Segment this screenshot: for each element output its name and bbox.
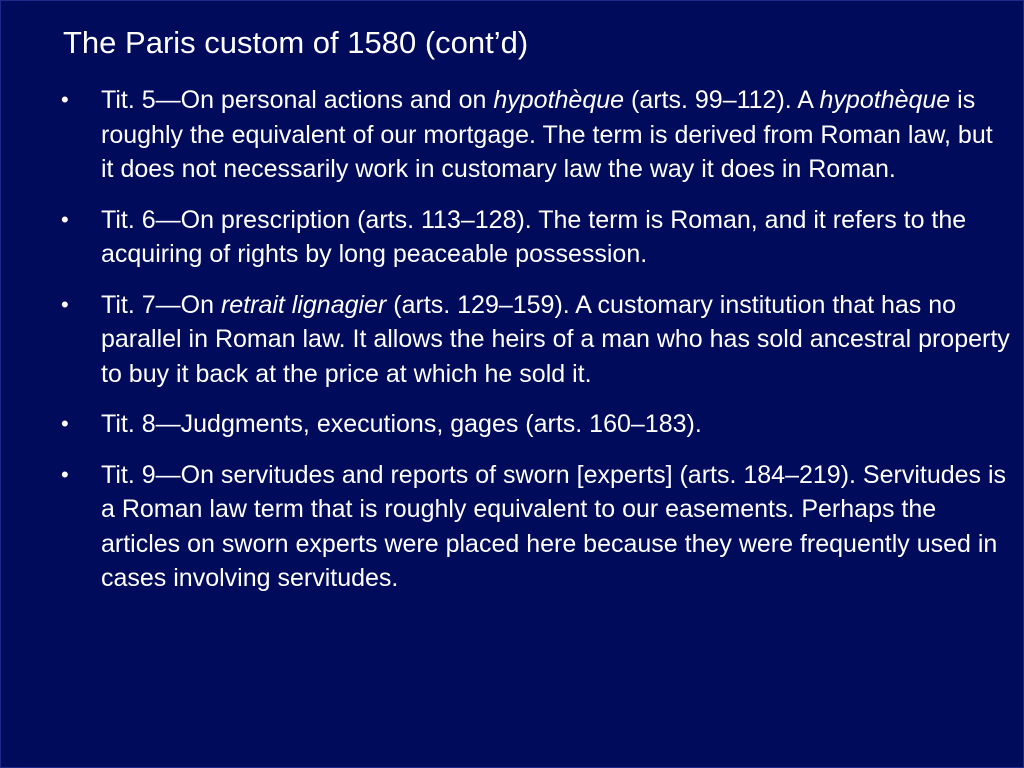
bullet-marker: •: [61, 461, 69, 487]
text-run: (arts. 99–112). A: [624, 86, 820, 114]
bullet-item: [61, 203, 1011, 272]
italic-term: retrait lignagier: [220, 290, 387, 319]
bullet-item: [61, 458, 1011, 596]
bullet-item: [61, 288, 1011, 392]
bullet-item: [61, 407, 1011, 442]
bullet-marker: •: [61, 291, 69, 317]
bullet-text: [101, 206, 966, 269]
text-run: Tit. 5—On personal actions and on: [101, 86, 494, 114]
bullet-marker: •: [61, 411, 69, 436]
bullet-text: [101, 461, 1006, 593]
bullet-text: [101, 291, 1010, 388]
bullet-marker: •: [61, 87, 69, 112]
text-run: Tit. 8—Judgments, executions, gages (arts. 160–183).: [101, 410, 702, 438]
bullet-marker: •: [61, 206, 69, 232]
text-run: is roughly the equivalent of our mortgage. The term is derived from Roman law, but it does not necessarily work in customary law the way it does in Roman.: [101, 86, 993, 183]
bullet-text: [101, 86, 993, 183]
italic-term: hypothèque: [493, 86, 625, 114]
slide-title: The Paris custom of 1580 (cont’d): [63, 25, 529, 60]
bullet-text: [101, 410, 702, 438]
italic-term: hypothèque: [819, 86, 951, 114]
bullet-list: [61, 83, 1011, 612]
bullet-item: [61, 83, 1011, 187]
text-run: Tit. 7—On: [101, 290, 221, 319]
text-run: Tit. 9—On servitudes and reports of sworn [experts] (arts. 184–219). Servitudes is a Roman law term that is roughly equivalent to our easements. Perhaps the articles on sworn experts were placed here because they were frequently used in cases involving servitudes.: [101, 460, 1007, 592]
text-run: Tit. 6—On prescription (arts. 113–128). The term is Roman, and it refers to the acquiring of rights by long peaceable possession.: [101, 205, 967, 268]
text-run: (arts. 129–159). A customary institution that has no parallel in Roman law. It allows the heirs of a man who has sold ancestral property to buy it back at the price at which he sold it.: [101, 290, 1010, 388]
